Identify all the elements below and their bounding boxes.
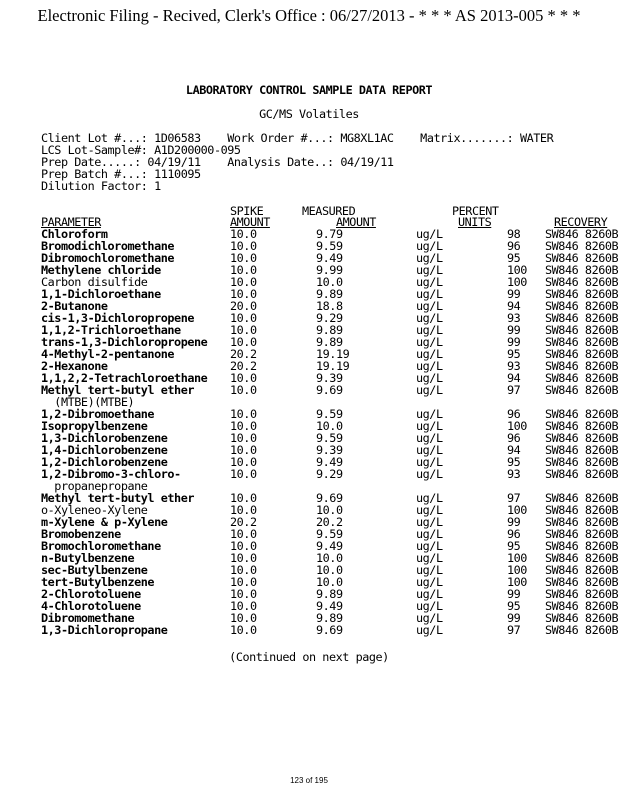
cell-spike-amount: 10.0 — [230, 419, 257, 433]
cell-parameter: Chloroform — [41, 227, 108, 241]
cell-measured-amount: 9.49 — [316, 539, 343, 553]
cell-measured-amount: 9.59 — [316, 239, 343, 253]
cell-method: SW846 8260B — [545, 443, 618, 457]
cell-percent-recovery: 100 — [507, 263, 527, 277]
cell-spike-amount: 10.0 — [230, 611, 257, 625]
cell-percent-recovery: 100 — [507, 275, 527, 289]
cell-percent-recovery: 100 — [507, 575, 527, 589]
cell-parameter: 2-Chlorotoluene — [41, 587, 141, 601]
cell-spike-amount: 10.0 — [230, 503, 257, 517]
cell-method: SW846 8260B — [545, 263, 618, 277]
table-row — [0, 624, 618, 636]
header-parameter: PARAMETER — [41, 215, 101, 229]
cell-spike-amount: 10.0 — [230, 599, 257, 613]
cell-method: SW846 8260B — [545, 491, 618, 505]
cell-parameter: 1,2-Dibromo-3-chloro- — [41, 467, 181, 481]
cell-percent-recovery: 99 — [507, 323, 521, 337]
cell-units: ug/L — [416, 227, 443, 241]
cell-percent-recovery: 95 — [507, 251, 521, 265]
cell-parameter: 4-Chlorotoluene — [41, 599, 141, 613]
cell-units: ug/L — [416, 587, 443, 601]
cell-parameter: Dibromomethane — [41, 611, 135, 625]
cell-units: ug/L — [416, 323, 443, 337]
cell-percent-recovery: 97 — [507, 383, 521, 397]
cell-parameter: 1,3-Dichlorobenzene — [41, 431, 168, 445]
cell-measured-amount: 9.79 — [316, 227, 343, 241]
meta-line-batch: Prep Batch #...: 1110095 — [41, 167, 201, 181]
report-subtitle: GC/MS Volatiles — [259, 107, 359, 121]
cell-parameter: tert-Butylbenzene — [41, 575, 155, 589]
cell-units: ug/L — [416, 275, 443, 289]
cell-spike-amount: 10.0 — [230, 407, 257, 421]
cell-units: ug/L — [416, 563, 443, 577]
cell-spike-amount: 10.0 — [230, 587, 257, 601]
cell-measured-amount: 9.29 — [316, 311, 343, 325]
cell-units: ug/L — [416, 467, 443, 481]
cell-parameter: 1,2-Dichlorobenzene — [41, 455, 168, 469]
cell-parameter: sec-Butylbenzene — [41, 563, 148, 577]
cell-measured-amount: 9.49 — [316, 455, 343, 469]
cell-method: SW846 8260B — [545, 563, 618, 577]
cell-units: ug/L — [416, 491, 443, 505]
cell-method: SW846 8260B — [545, 575, 618, 589]
cell-spike-amount: 10.0 — [230, 467, 257, 481]
cell-spike-amount: 10.0 — [230, 323, 257, 337]
cell-measured-amount: 10.0 — [316, 575, 343, 589]
cell-spike-amount: 10.0 — [230, 239, 257, 253]
cell-method: SW846 8260B — [545, 299, 618, 313]
cell-measured-amount: 19.19 — [316, 347, 350, 361]
cell-measured-amount: 9.59 — [316, 407, 343, 421]
cell-measured-amount: 10.0 — [316, 563, 343, 577]
cell-units: ug/L — [416, 407, 443, 421]
cell-percent-recovery: 100 — [507, 503, 527, 517]
meta-line-lcs: LCS Lot-Sample#: A1D200000-095 — [41, 143, 241, 157]
cell-parameter: o-Xyleneo-Xylene — [41, 503, 148, 517]
cell-percent-recovery: 93 — [507, 359, 521, 373]
cell-spike-amount: 10.0 — [230, 623, 257, 637]
cell-method: SW846 8260B — [545, 383, 618, 397]
cell-percent-recovery: 98 — [507, 227, 521, 241]
report-title: LABORATORY CONTROL SAMPLE DATA REPORT — [185, 83, 433, 97]
cell-spike-amount: 10.0 — [230, 431, 257, 445]
cell-measured-amount: 9.39 — [316, 371, 343, 385]
continued-note: (Continued on next page) — [229, 650, 389, 664]
page-number: 123 of 195 — [290, 776, 328, 785]
cell-percent-recovery: 94 — [507, 299, 521, 313]
cell-units: ug/L — [416, 419, 443, 433]
cell-parameter: 1,3-Dichloropropane — [41, 623, 168, 637]
cell-parameter: Methyl tert-butyl ether — [41, 491, 195, 505]
header-spike-amount: AMOUNT — [230, 215, 270, 229]
header-spike-top: SPIKE — [230, 204, 264, 218]
cell-measured-amount: 9.89 — [316, 287, 343, 301]
cell-parameter: 1,1,2,2-Tetrachloroethane — [41, 371, 208, 385]
cell-percent-recovery: 95 — [507, 347, 521, 361]
cell-units: ug/L — [416, 515, 443, 529]
cell-units: ug/L — [416, 611, 443, 625]
cell-units: ug/L — [416, 575, 443, 589]
header-recovery: RECOVERY — [554, 215, 608, 229]
cell-method: SW846 8260B — [545, 275, 618, 289]
cell-method: SW846 8260B — [545, 419, 618, 433]
cell-measured-amount: 9.89 — [316, 611, 343, 625]
cell-units: ug/L — [416, 503, 443, 517]
cell-spike-amount: 10.0 — [230, 491, 257, 505]
cell-measured-amount: 9.89 — [316, 323, 343, 337]
cell-parameter: 1,1,2-Trichloroethane — [41, 323, 181, 337]
cell-units: ug/L — [416, 251, 443, 265]
header-measured-amount: AMOUNT — [336, 215, 376, 229]
header-measured-top: MEASURED — [302, 204, 356, 218]
cell-units: ug/L — [416, 623, 443, 637]
cell-measured-amount: 9.29 — [316, 467, 343, 481]
header-percent-top: PERCENT — [452, 204, 499, 218]
cell-parameter: Bromochloromethane — [41, 539, 161, 553]
cell-spike-amount: 10.0 — [230, 311, 257, 325]
cell-units: ug/L — [416, 335, 443, 349]
header-units: UNITS — [458, 215, 492, 229]
cell-parameter: Dibromochloromethane — [41, 251, 175, 265]
cell-units: ug/L — [416, 287, 443, 301]
cell-measured-amount: 9.99 — [316, 263, 343, 277]
cell-percent-recovery: 96 — [507, 527, 521, 541]
cell-measured-amount: 9.69 — [316, 623, 343, 637]
cell-percent-recovery: 96 — [507, 431, 521, 445]
cell-spike-amount: 10.0 — [230, 227, 257, 241]
cell-percent-recovery: 100 — [507, 419, 527, 433]
cell-measured-amount: 9.59 — [316, 527, 343, 541]
cell-spike-amount: 10.0 — [230, 539, 257, 553]
cell-units: ug/L — [416, 539, 443, 553]
cell-parameter: 2-Hexanone — [41, 359, 108, 373]
cell-method: SW846 8260B — [545, 515, 618, 529]
cell-units: ug/L — [416, 431, 443, 445]
cell-measured-amount: 9.59 — [316, 431, 343, 445]
cell-spike-amount: 10.0 — [230, 527, 257, 541]
cell-method: SW846 8260B — [545, 371, 618, 385]
cell-units: ug/L — [416, 239, 443, 253]
cell-units: ug/L — [416, 347, 443, 361]
cell-parameter: (MTBE)(MTBE) — [41, 395, 135, 409]
cell-method: SW846 8260B — [545, 407, 618, 421]
meta-line-client: Client Lot #...: 1D06583 Work Order #...: MG8XL1AC Matrix.......: WATER — [41, 131, 554, 145]
cell-parameter: 1,4-Dichlorobenzene — [41, 443, 168, 457]
cell-percent-recovery: 94 — [507, 371, 521, 385]
cell-method: SW846 8260B — [545, 551, 618, 565]
meta-line-dates: Prep Date.....: 04/19/11 Analysis Date..: 04/19/11 — [41, 155, 394, 169]
cell-measured-amount: 9.49 — [316, 599, 343, 613]
cell-spike-amount: 20.0 — [230, 299, 257, 313]
cell-measured-amount: 9.69 — [316, 383, 343, 397]
cell-method: SW846 8260B — [545, 503, 618, 517]
cell-units: ug/L — [416, 359, 443, 373]
cell-method: SW846 8260B — [545, 323, 618, 337]
cell-spike-amount: 10.0 — [230, 443, 257, 457]
cell-method: SW846 8260B — [545, 311, 618, 325]
cell-percent-recovery: 93 — [507, 311, 521, 325]
cell-percent-recovery: 99 — [507, 611, 521, 625]
cell-units: ug/L — [416, 455, 443, 469]
cell-percent-recovery: 93 — [507, 467, 521, 481]
cell-parameter: Isopropylbenzene — [41, 419, 148, 433]
cell-method: SW846 8260B — [545, 599, 618, 613]
cell-measured-amount: 9.39 — [316, 443, 343, 457]
cell-method: SW846 8260B — [545, 347, 618, 361]
cell-method: SW846 8260B — [545, 611, 618, 625]
cell-parameter: n-Butylbenzene — [41, 551, 135, 565]
cell-percent-recovery: 96 — [507, 239, 521, 253]
cell-measured-amount: 20.2 — [316, 515, 343, 529]
cell-method: SW846 8260B — [545, 467, 618, 481]
cell-parameter: m-Xylene & p-Xylene — [41, 515, 168, 529]
cell-parameter: Methylene chloride — [41, 263, 161, 277]
cell-method: SW846 8260B — [545, 587, 618, 601]
filing-stamp: Electronic Filing - Recived, Clerk's Office : 06/27/2013 - * * * AS 2013-005 * * * — [37, 6, 581, 25]
cell-spike-amount: 10.0 — [230, 251, 257, 265]
cell-spike-amount: 10.0 — [230, 551, 257, 565]
cell-units: ug/L — [416, 371, 443, 385]
cell-percent-recovery: 97 — [507, 491, 521, 505]
cell-measured-amount: 10.0 — [316, 503, 343, 517]
cell-parameter: cis-1,3-Dichloropropene — [41, 311, 195, 325]
cell-parameter: Bromobenzene — [41, 527, 121, 541]
cell-parameter: 1,2-Dibromoethane — [41, 407, 155, 421]
cell-parameter: Carbon disulfide — [41, 275, 148, 289]
cell-spike-amount: 10.0 — [230, 563, 257, 577]
cell-method: SW846 8260B — [545, 623, 618, 637]
cell-method: SW846 8260B — [545, 455, 618, 469]
cell-spike-amount: 10.0 — [230, 287, 257, 301]
cell-method: SW846 8260B — [545, 431, 618, 445]
cell-spike-amount: 20.2 — [230, 359, 257, 373]
cell-units: ug/L — [416, 443, 443, 457]
cell-parameter: 4-Methyl-2-pentanone — [41, 347, 175, 361]
cell-measured-amount: 10.0 — [316, 551, 343, 565]
cell-parameter: 1,1-Dichloroethane — [41, 287, 161, 301]
cell-spike-amount: 10.0 — [230, 371, 257, 385]
cell-percent-recovery: 97 — [507, 623, 521, 637]
cell-units: ug/L — [416, 599, 443, 613]
cell-spike-amount: 10.0 — [230, 263, 257, 277]
cell-units: ug/L — [416, 527, 443, 541]
meta-line-dilution: Dilution Factor: 1 — [41, 179, 161, 193]
cell-method: SW846 8260B — [545, 335, 618, 349]
cell-spike-amount: 20.2 — [230, 347, 257, 361]
cell-method: SW846 8260B — [545, 359, 618, 373]
cell-measured-amount: 10.0 — [316, 275, 343, 289]
cell-spike-amount: 10.0 — [230, 335, 257, 349]
cell-method: SW846 8260B — [545, 287, 618, 301]
cell-method: SW846 8260B — [545, 227, 618, 241]
cell-spike-amount: 10.0 — [230, 275, 257, 289]
cell-parameter: trans-1,3-Dichloropropene — [41, 335, 208, 349]
cell-spike-amount: 10.0 — [230, 455, 257, 469]
cell-percent-recovery: 94 — [507, 443, 521, 457]
cell-percent-recovery: 95 — [507, 539, 521, 553]
cell-units: ug/L — [416, 299, 443, 313]
cell-percent-recovery: 99 — [507, 515, 521, 529]
cell-percent-recovery: 96 — [507, 407, 521, 421]
cell-measured-amount: 19.19 — [316, 359, 350, 373]
cell-units: ug/L — [416, 383, 443, 397]
cell-parameter: Methyl tert-butyl ether — [41, 383, 195, 397]
cell-percent-recovery: 99 — [507, 287, 521, 301]
cell-method: SW846 8260B — [545, 239, 618, 253]
cell-percent-recovery: 100 — [507, 551, 527, 565]
cell-method: SW846 8260B — [545, 527, 618, 541]
cell-parameter: 2-Butanone — [41, 299, 108, 313]
cell-percent-recovery: 95 — [507, 455, 521, 469]
cell-method: SW846 8260B — [545, 539, 618, 553]
cell-percent-recovery: 100 — [507, 563, 527, 577]
cell-units: ug/L — [416, 551, 443, 565]
cell-percent-recovery: 99 — [507, 587, 521, 601]
cell-percent-recovery: 99 — [507, 335, 521, 349]
cell-measured-amount: 9.69 — [316, 491, 343, 505]
cell-spike-amount: 10.0 — [230, 575, 257, 589]
cell-percent-recovery: 95 — [507, 599, 521, 613]
cell-measured-amount: 9.89 — [316, 335, 343, 349]
cell-measured-amount: 9.89 — [316, 587, 343, 601]
cell-units: ug/L — [416, 263, 443, 277]
cell-measured-amount: 9.49 — [316, 251, 343, 265]
cell-units: ug/L — [416, 311, 443, 325]
cell-method: SW846 8260B — [545, 251, 618, 265]
cell-measured-amount: 10.0 — [316, 419, 343, 433]
cell-parameter: propanepropane — [41, 479, 148, 493]
cell-parameter: Bromodichloromethane — [41, 239, 175, 253]
cell-measured-amount: 18.8 — [316, 299, 343, 313]
cell-spike-amount: 10.0 — [230, 383, 257, 397]
cell-spike-amount: 20.2 — [230, 515, 257, 529]
